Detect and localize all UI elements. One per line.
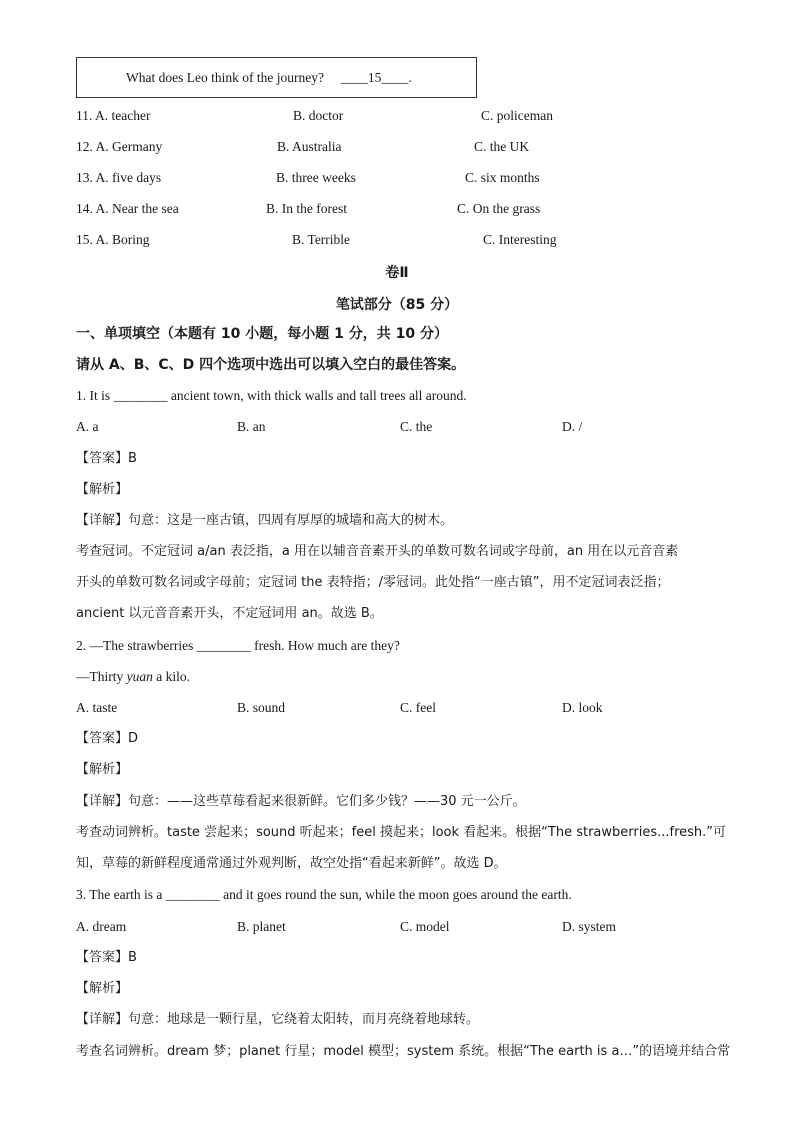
- question-1-detail: 【详解】句意：这是一座古镇，四周有厚厚的城墙和高大的树木。: [76, 513, 454, 528]
- question-3-analysis-label: 【解析】: [76, 981, 129, 996]
- option-b: B. three weeks: [276, 170, 356, 185]
- question-1-explanation-line: 开头的单数可数名词或字母前；定冠词 the 表特指；/零冠词。此处指“一座古镇”，用不定冠词表泛指；: [76, 575, 670, 590]
- response-post: a kilo.: [152, 669, 190, 684]
- option-b: B. Terrible: [292, 232, 351, 247]
- option-a: 11. A. teacher: [76, 108, 151, 123]
- question-2-detail: 【详解】句意：——这些草莓看起来很新鲜。它们多少钱？——30 元一公斤。: [76, 794, 526, 809]
- question-2-stem: 2. —The strawberries ________ fresh. How much are they?: [76, 638, 400, 653]
- question-3-detail: 【详解】句意：地球是一颗行星，它绕着太阳转，而月亮绕着地球转。: [76, 1012, 480, 1027]
- box-question: What does Leo think of the journey?: [126, 70, 324, 85]
- option-row-14: [76, 200, 736, 218]
- question-1-explanation-line: ancient 以元音音素开头，不定冠词用 an。故选 B。: [76, 606, 383, 621]
- question-1-stem: 1. It is ________ ancient town, with thick walls and tall trees all around.: [76, 388, 467, 403]
- question-2-explanation-line: 考查动词辨析。taste 尝起来；sound 听起来；feel 摸起来；look 看起来。根据“The strawberries...fresh.”可: [76, 825, 727, 840]
- response-pre: —Thirty: [76, 669, 127, 684]
- question-2-analysis-label: 【解析】: [76, 762, 129, 777]
- option-c: C. Interesting: [483, 232, 557, 247]
- option-a: 14. A. Near the sea: [76, 201, 179, 216]
- option-row-11: [76, 107, 736, 125]
- option-b: B. sound: [237, 700, 286, 715]
- question-3-explanation-line: 考查名词辨析。dream 梦；planet 行星；model 模型；system 系统。根据“The earth is a…”的语境并结合常: [76, 1044, 731, 1059]
- question-box: [76, 57, 477, 98]
- option-c: C. the UK: [474, 139, 530, 154]
- option-c: C. the: [400, 419, 433, 434]
- question-2-explanation-line: 知，草莓的新鲜程度通常通过外观判断，故空处指“看起来新鲜”。故选 D。: [76, 856, 507, 871]
- box-text: [126, 70, 412, 86]
- option-row-15: [76, 231, 736, 249]
- option-c: C. feel: [400, 700, 436, 715]
- option-row-12: [76, 138, 736, 156]
- option-b: B. In the forest: [266, 201, 347, 216]
- option-b: B. an: [237, 419, 266, 434]
- question-3-stem: 3. The earth is a ________ and it goes round the sun, while the moon goes around the earth.: [76, 887, 572, 902]
- question-1-answer: 【答案】B: [76, 451, 137, 466]
- option-row-13: [76, 169, 736, 187]
- option-b: B. planet: [237, 919, 286, 934]
- option-c: C. model: [400, 919, 450, 934]
- box-blank: ____15____.: [340, 70, 412, 85]
- option-a: 13. A. five days: [76, 170, 162, 185]
- option-c: C. six months: [465, 170, 540, 185]
- option-c: C. policeman: [481, 108, 553, 123]
- question-1-options: [76, 418, 736, 436]
- question-3-answer: 【答案】B: [76, 950, 137, 965]
- option-b: B. doctor: [293, 108, 344, 123]
- volume-title: 卷Ⅱ: [385, 265, 409, 281]
- option-d: D. /: [562, 419, 583, 434]
- question-1-analysis-label: 【解析】: [76, 482, 129, 497]
- option-a: A. a: [76, 419, 99, 434]
- part-title: 笔试部分（85 分）: [335, 297, 459, 313]
- option-d: D. system: [562, 919, 616, 934]
- section-instruction: 请从 A、B、C、D 四个选项中选出可以填入空白的最佳答案。: [76, 357, 466, 373]
- option-b: B. Australia: [277, 139, 342, 154]
- question-2-options: [76, 699, 736, 717]
- question-1-explanation-line: 考查冠词。不定冠词 a/an 表泛指，a 用在以辅音音素开头的单数可数名词或字母前，an 用在以元音音素: [76, 544, 679, 559]
- question-2-answer: 【答案】D: [76, 731, 139, 746]
- option-d: D. look: [562, 700, 603, 715]
- section-title: 一、单项填空（本题有 10 小题，每小题 1 分，共 10 分）: [76, 326, 448, 342]
- option-c: C. On the grass: [457, 201, 541, 216]
- option-a: 15. A. Boring: [76, 232, 150, 247]
- option-a: A. taste: [76, 700, 118, 715]
- question-2-response: [76, 668, 190, 686]
- option-a: 12. A. Germany: [76, 139, 163, 154]
- response-italic: yuan: [126, 669, 153, 684]
- option-a: A. dream: [76, 919, 127, 934]
- question-3-options: [76, 918, 736, 936]
